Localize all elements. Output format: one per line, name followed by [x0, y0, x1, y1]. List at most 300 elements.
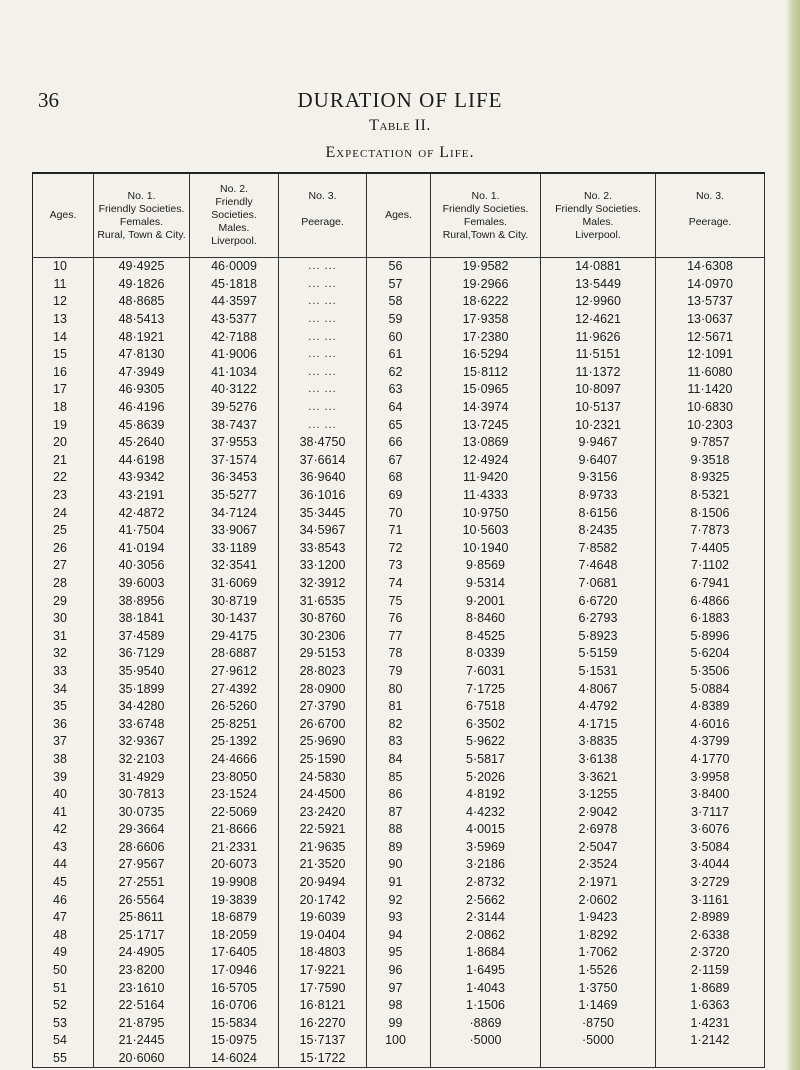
friendly-males-cell: 24·4666 [190, 751, 279, 769]
friendly-males-cell: 27·9612 [190, 663, 279, 681]
friendly-males-cell: 35·5277 [190, 487, 279, 505]
age-cell: 38 [33, 751, 94, 769]
friendly-females-cell-right: 4·0015 [431, 821, 541, 839]
friendly-males-cell: 44·3597 [190, 293, 279, 311]
friendly-females-cell-right: 13·7245 [431, 416, 541, 434]
col-header-friendly-females-right: No. 1. Friendly Societies. Females. Rural,Town & City. [431, 173, 541, 258]
table-row [33, 452, 765, 470]
table-row [33, 944, 765, 962]
friendly-males-cell-right: 12·4621 [541, 311, 656, 329]
age-cell-right: 79 [367, 663, 431, 681]
friendly-females-cell-right: 17·9358 [431, 311, 541, 329]
table-row [33, 803, 765, 821]
age-cell: 49 [33, 944, 94, 962]
friendly-females-cell: 20·6060 [94, 1050, 190, 1068]
peerage-cell-right: 12·5671 [656, 328, 765, 346]
peerage-cell-right: 14·0970 [656, 276, 765, 294]
peerage-cell-right: 8·9325 [656, 469, 765, 487]
friendly-females-cell-right: 9·5314 [431, 575, 541, 593]
friendly-males-cell-right: 7·0681 [541, 575, 656, 593]
table-row [33, 680, 765, 698]
age-cell-right: 75 [367, 592, 431, 610]
age-cell-right: 71 [367, 522, 431, 540]
friendly-females-cell-right [431, 1050, 541, 1068]
peerage-cell: 25·9690 [279, 733, 367, 751]
friendly-females-cell-right: 1·6495 [431, 962, 541, 980]
peerage-cell-right: 7·1102 [656, 557, 765, 575]
age-cell: 52 [33, 997, 94, 1015]
header-row [33, 173, 765, 258]
age-cell: 24 [33, 504, 94, 522]
friendly-females-cell-right: 11·4333 [431, 487, 541, 505]
friendly-males-cell-right: 7·8582 [541, 540, 656, 558]
table-row [33, 891, 765, 909]
peerage-cell: 16·8121 [279, 997, 367, 1015]
friendly-females-cell-right: 6·7518 [431, 698, 541, 716]
friendly-males-cell-right: 2·5047 [541, 839, 656, 857]
friendly-females-cell-right: 19·9582 [431, 258, 541, 276]
friendly-females-cell-right: 17·2380 [431, 328, 541, 346]
peerage-cell: 30·2306 [279, 627, 367, 645]
friendly-males-cell: 40·3122 [190, 381, 279, 399]
friendly-males-cell: 43·5377 [190, 311, 279, 329]
peerage-cell-right: 5·6204 [656, 645, 765, 663]
friendly-females-cell: 43·9342 [94, 469, 190, 487]
peerage-cell-right: 13·5737 [656, 293, 765, 311]
col-header-ages-right: Ages. [367, 173, 431, 258]
age-cell-right: 59 [367, 311, 431, 329]
friendly-females-cell-right: 5·2026 [431, 768, 541, 786]
friendly-males-cell-right: 2·3524 [541, 856, 656, 874]
table-row [33, 381, 765, 399]
peerage-cell: 19·6039 [279, 909, 367, 927]
table-row [33, 821, 765, 839]
friendly-females-cell: 49·1826 [94, 276, 190, 294]
peerage-cell: 33·8543 [279, 540, 367, 558]
friendly-females-cell-right: 4·8192 [431, 786, 541, 804]
table-row [33, 258, 765, 276]
peerage-cell: 27·3790 [279, 698, 367, 716]
age-cell: 41 [33, 803, 94, 821]
table-row [33, 768, 765, 786]
table-row [33, 856, 765, 874]
friendly-females-cell: 30·0735 [94, 803, 190, 821]
peerage-cell-right: 3·8400 [656, 786, 765, 804]
friendly-females-cell: 38·8956 [94, 592, 190, 610]
friendly-males-cell: 14·6024 [190, 1050, 279, 1068]
friendly-females-cell: 48·1921 [94, 328, 190, 346]
peerage-cell: 17·7590 [279, 979, 367, 997]
col-header-friendly-males-right: No. 2. Friendly Societies. Males. Liverpool. [541, 173, 656, 258]
peerage-cell-right: 3·2729 [656, 874, 765, 892]
friendly-males-cell-right: 10·8097 [541, 381, 656, 399]
age-cell-right: 95 [367, 944, 431, 962]
friendly-females-cell: 23·8200 [94, 962, 190, 980]
age-cell: 55 [33, 1050, 94, 1068]
table-row [33, 610, 765, 628]
table-row [33, 698, 765, 716]
peerage-cell: ... ... [279, 416, 367, 434]
age-cell-right: 90 [367, 856, 431, 874]
age-cell: 21 [33, 452, 94, 470]
friendly-males-cell-right: ·5000 [541, 1032, 656, 1050]
peerage-cell-right: 4·3799 [656, 733, 765, 751]
friendly-females-cell-right: 8·0339 [431, 645, 541, 663]
friendly-females-cell-right: 1·4043 [431, 979, 541, 997]
age-cell: 42 [33, 821, 94, 839]
friendly-females-cell-right: 2·0862 [431, 927, 541, 945]
peerage-cell: 15·7137 [279, 1032, 367, 1050]
age-cell-right: 62 [367, 364, 431, 382]
table-row [33, 645, 765, 663]
peerage-cell: ... ... [279, 293, 367, 311]
peerage-cell: 33·1200 [279, 557, 367, 575]
age-cell: 27 [33, 557, 94, 575]
peerage-cell-right: 2·1159 [656, 962, 765, 980]
friendly-males-cell: 15·0975 [190, 1032, 279, 1050]
friendly-females-cell: 24·4905 [94, 944, 190, 962]
peerage-cell: 26·6700 [279, 715, 367, 733]
peerage-cell-right: 7·7873 [656, 522, 765, 540]
age-cell-right: 88 [367, 821, 431, 839]
friendly-females-cell: 39·6003 [94, 575, 190, 593]
friendly-females-cell-right: 6·3502 [431, 715, 541, 733]
friendly-males-cell-right [541, 1050, 656, 1068]
friendly-females-cell-right: ·8869 [431, 1015, 541, 1033]
friendly-females-cell-right: 1·1506 [431, 997, 541, 1015]
peerage-cell: 35·3445 [279, 504, 367, 522]
age-cell-right: 56 [367, 258, 431, 276]
friendly-males-cell: 16·0706 [190, 997, 279, 1015]
table-row [33, 276, 765, 294]
friendly-females-cell-right: 10·9750 [431, 504, 541, 522]
friendly-females-cell: 46·9305 [94, 381, 190, 399]
peerage-cell: 29·5153 [279, 645, 367, 663]
age-cell-right: 98 [367, 997, 431, 1015]
peerage-cell: 20·1742 [279, 891, 367, 909]
table-row [33, 540, 765, 558]
friendly-males-cell: 41·9006 [190, 346, 279, 364]
friendly-males-cell-right: 14·0881 [541, 258, 656, 276]
age-cell: 29 [33, 592, 94, 610]
friendly-males-cell: 18·6879 [190, 909, 279, 927]
age-cell: 39 [33, 768, 94, 786]
friendly-females-cell: 35·9540 [94, 663, 190, 681]
age-cell-right: 91 [367, 874, 431, 892]
running-title: DURATION OF LIFE [297, 88, 503, 112]
peerage-cell-right: 3·5084 [656, 839, 765, 857]
age-cell-right: 92 [367, 891, 431, 909]
peerage-cell: ... ... [279, 399, 367, 417]
age-cell: 47 [33, 909, 94, 927]
friendly-males-cell-right: 9·3156 [541, 469, 656, 487]
age-cell-right: 81 [367, 698, 431, 716]
age-cell: 43 [33, 839, 94, 857]
friendly-males-cell-right: 12·9960 [541, 293, 656, 311]
peerage-cell-right: 1·6363 [656, 997, 765, 1015]
friendly-females-cell: 48·8685 [94, 293, 190, 311]
table-row [33, 874, 765, 892]
friendly-males-cell-right: 5·8923 [541, 627, 656, 645]
age-cell-right: 83 [367, 733, 431, 751]
friendly-females-cell-right: 3·5969 [431, 839, 541, 857]
peerage-cell: 16·2270 [279, 1015, 367, 1033]
friendly-males-cell: 29·4175 [190, 627, 279, 645]
table-label: Table II. [369, 117, 431, 134]
peerage-cell-right: 10·6830 [656, 399, 765, 417]
age-cell: 23 [33, 487, 94, 505]
friendly-females-cell-right: 13·0869 [431, 434, 541, 452]
peerage-cell: 23·2420 [279, 803, 367, 821]
friendly-females-cell-right: 12·4924 [431, 452, 541, 470]
peerage-cell-right: 2·3720 [656, 944, 765, 962]
table-row [33, 909, 765, 927]
age-cell-right: 97 [367, 979, 431, 997]
friendly-males-cell: 25·1392 [190, 733, 279, 751]
friendly-females-cell: 32·2103 [94, 751, 190, 769]
age-cell-right: 87 [367, 803, 431, 821]
table-row [33, 927, 765, 945]
age-cell-right: 94 [367, 927, 431, 945]
peerage-cell: 20·9494 [279, 874, 367, 892]
peerage-cell-right: 4·1770 [656, 751, 765, 769]
friendly-males-cell: 42·7188 [190, 328, 279, 346]
friendly-males-cell-right: 8·9733 [541, 487, 656, 505]
col-header-ages: Ages. [33, 173, 94, 258]
peerage-cell-right: 6·4866 [656, 592, 765, 610]
age-cell: 12 [33, 293, 94, 311]
peerage-cell: ... ... [279, 364, 367, 382]
friendly-males-cell: 17·6405 [190, 944, 279, 962]
age-cell-right: 82 [367, 715, 431, 733]
friendly-males-cell: 37·9553 [190, 434, 279, 452]
age-cell-right: 69 [367, 487, 431, 505]
friendly-males-cell: 16·5705 [190, 979, 279, 997]
peerage-cell-right: 4·6016 [656, 715, 765, 733]
age-cell-right: 76 [367, 610, 431, 628]
age-cell: 32 [33, 645, 94, 663]
friendly-females-cell: 48·5413 [94, 311, 190, 329]
friendly-females-cell: 45·8639 [94, 416, 190, 434]
friendly-males-cell: 21·2331 [190, 839, 279, 857]
age-cell-right: 74 [367, 575, 431, 593]
friendly-males-cell-right: 6·2793 [541, 610, 656, 628]
friendly-females-cell-right: 2·8732 [431, 874, 541, 892]
friendly-males-cell: 21·8666 [190, 821, 279, 839]
age-cell-right: 96 [367, 962, 431, 980]
age-cell-right: 60 [367, 328, 431, 346]
friendly-males-cell-right: 6·6720 [541, 592, 656, 610]
friendly-males-cell: 19·3839 [190, 891, 279, 909]
age-cell: 44 [33, 856, 94, 874]
friendly-males-cell: 26·5260 [190, 698, 279, 716]
friendly-males-cell: 25·8251 [190, 715, 279, 733]
peerage-cell: 36·9640 [279, 469, 367, 487]
age-cell: 11 [33, 276, 94, 294]
friendly-males-cell-right: 5·1531 [541, 663, 656, 681]
friendly-males-cell: 30·1437 [190, 610, 279, 628]
peerage-cell: ... ... [279, 346, 367, 364]
peerage-cell-right: 11·6080 [656, 364, 765, 382]
friendly-males-cell-right: 2·9042 [541, 803, 656, 821]
age-cell-right: 77 [367, 627, 431, 645]
friendly-males-cell: 33·9067 [190, 522, 279, 540]
friendly-males-cell: 28·6887 [190, 645, 279, 663]
friendly-females-cell: 25·8611 [94, 909, 190, 927]
peerage-cell: 15·1722 [279, 1050, 367, 1068]
peerage-cell-right: 1·8689 [656, 979, 765, 997]
friendly-females-cell: 42·4872 [94, 504, 190, 522]
age-cell: 22 [33, 469, 94, 487]
friendly-females-cell-right: 9·2001 [431, 592, 541, 610]
friendly-males-cell-right: 1·9423 [541, 909, 656, 927]
peerage-cell: ... ... [279, 311, 367, 329]
friendly-females-cell: 30·7813 [94, 786, 190, 804]
age-cell: 15 [33, 346, 94, 364]
friendly-males-cell: 19·9908 [190, 874, 279, 892]
age-cell-right: 70 [367, 504, 431, 522]
table-row [33, 399, 765, 417]
friendly-females-cell-right: 2·3144 [431, 909, 541, 927]
peerage-cell: 28·8023 [279, 663, 367, 681]
age-cell: 26 [33, 540, 94, 558]
age-cell: 20 [33, 434, 94, 452]
age-cell-right: 57 [367, 276, 431, 294]
peerage-cell: ... ... [279, 276, 367, 294]
peerage-cell: 37·6614 [279, 452, 367, 470]
peerage-cell: 32·3912 [279, 575, 367, 593]
peerage-cell-right: 6·1883 [656, 610, 765, 628]
peerage-cell: ... ... [279, 328, 367, 346]
table-row [33, 1050, 765, 1068]
friendly-females-cell: 38·1841 [94, 610, 190, 628]
age-cell-right: 89 [367, 839, 431, 857]
age-cell: 35 [33, 698, 94, 716]
age-cell-right: 84 [367, 751, 431, 769]
peerage-cell-right: 3·6076 [656, 821, 765, 839]
peerage-cell: 24·5830 [279, 768, 367, 786]
peerage-cell: ... ... [279, 381, 367, 399]
table-row [33, 504, 765, 522]
table-row [33, 434, 765, 452]
peerage-cell: 34·5967 [279, 522, 367, 540]
friendly-females-cell: 23·1610 [94, 979, 190, 997]
friendly-males-cell-right: 1·8292 [541, 927, 656, 945]
friendly-males-cell-right: 9·6407 [541, 452, 656, 470]
age-cell-right: 64 [367, 399, 431, 417]
friendly-females-cell: 32·9367 [94, 733, 190, 751]
friendly-males-cell-right: 2·0602 [541, 891, 656, 909]
friendly-males-cell: 38·7437 [190, 416, 279, 434]
friendly-males-cell-right: 13·5449 [541, 276, 656, 294]
age-cell: 34 [33, 680, 94, 698]
peerage-cell-right: 3·4044 [656, 856, 765, 874]
table-row [33, 733, 765, 751]
friendly-males-cell-right: 3·6138 [541, 751, 656, 769]
friendly-females-cell-right: 5·5817 [431, 751, 541, 769]
age-cell-right: 65 [367, 416, 431, 434]
age-cell-right: 68 [367, 469, 431, 487]
friendly-females-cell-right: 16·5294 [431, 346, 541, 364]
friendly-females-cell: 26·5564 [94, 891, 190, 909]
friendly-males-cell-right: 11·1372 [541, 364, 656, 382]
peerage-cell-right: 3·7117 [656, 803, 765, 821]
age-cell: 16 [33, 364, 94, 382]
peerage-cell: 18·4803 [279, 944, 367, 962]
peerage-cell: 17·9221 [279, 962, 367, 980]
age-cell-right: 67 [367, 452, 431, 470]
friendly-females-cell: 37·4589 [94, 627, 190, 645]
peerage-cell-right: 3·1161 [656, 891, 765, 909]
peerage-cell: 21·3520 [279, 856, 367, 874]
friendly-females-cell-right: 14·3974 [431, 399, 541, 417]
friendly-females-cell: 22·5164 [94, 997, 190, 1015]
peerage-cell: 24·4500 [279, 786, 367, 804]
friendly-females-cell-right: 19·2966 [431, 276, 541, 294]
friendly-females-cell: 41·7504 [94, 522, 190, 540]
peerage-cell: 19·0404 [279, 927, 367, 945]
table-row [33, 522, 765, 540]
friendly-males-cell-right: 1·3750 [541, 979, 656, 997]
age-cell-right: 63 [367, 381, 431, 399]
friendly-males-cell: 30·8719 [190, 592, 279, 610]
friendly-females-cell-right: 2·5662 [431, 891, 541, 909]
friendly-males-cell: 27·4392 [190, 680, 279, 698]
age-cell: 48 [33, 927, 94, 945]
table-row [33, 364, 765, 382]
peerage-cell-right: 2·8989 [656, 909, 765, 927]
friendly-males-cell-right: 4·4792 [541, 698, 656, 716]
peerage-cell-right: 12·1091 [656, 346, 765, 364]
table-row [33, 1032, 765, 1050]
age-cell: 18 [33, 399, 94, 417]
friendly-males-cell-right: 9·9467 [541, 434, 656, 452]
peerage-cell-right: 8·1506 [656, 504, 765, 522]
friendly-males-cell-right: 1·7062 [541, 944, 656, 962]
friendly-females-cell-right: 4·4232 [431, 803, 541, 821]
friendly-females-cell-right: 10·5603 [431, 522, 541, 540]
age-cell-right: 93 [367, 909, 431, 927]
peerage-cell-right: 5·8996 [656, 627, 765, 645]
friendly-males-cell: 32·3541 [190, 557, 279, 575]
friendly-females-cell-right: 11·9420 [431, 469, 541, 487]
peerage-cell-right: 11·1420 [656, 381, 765, 399]
table-row [33, 416, 765, 434]
friendly-males-cell-right: 3·1255 [541, 786, 656, 804]
friendly-females-cell: 40·3056 [94, 557, 190, 575]
peerage-cell: 21·9635 [279, 839, 367, 857]
friendly-females-cell: 29·3664 [94, 821, 190, 839]
friendly-males-cell: 39·5276 [190, 399, 279, 417]
peerage-cell: 38·4750 [279, 434, 367, 452]
table-row [33, 1015, 765, 1033]
friendly-females-cell: 33·6748 [94, 715, 190, 733]
friendly-males-cell: 23·8050 [190, 768, 279, 786]
friendly-males-cell-right: 4·8067 [541, 680, 656, 698]
friendly-females-cell-right: 5·9622 [431, 733, 541, 751]
age-cell: 40 [33, 786, 94, 804]
table-row [33, 293, 765, 311]
peerage-cell: 22·5921 [279, 821, 367, 839]
peerage-cell-right: 13·0637 [656, 311, 765, 329]
age-cell-right: 58 [367, 293, 431, 311]
friendly-females-cell-right: 3·2186 [431, 856, 541, 874]
friendly-males-cell-right: 1·5526 [541, 962, 656, 980]
age-cell: 19 [33, 416, 94, 434]
age-cell: 51 [33, 979, 94, 997]
friendly-males-cell: 36·3453 [190, 469, 279, 487]
peerage-cell-right: 6·7941 [656, 575, 765, 593]
